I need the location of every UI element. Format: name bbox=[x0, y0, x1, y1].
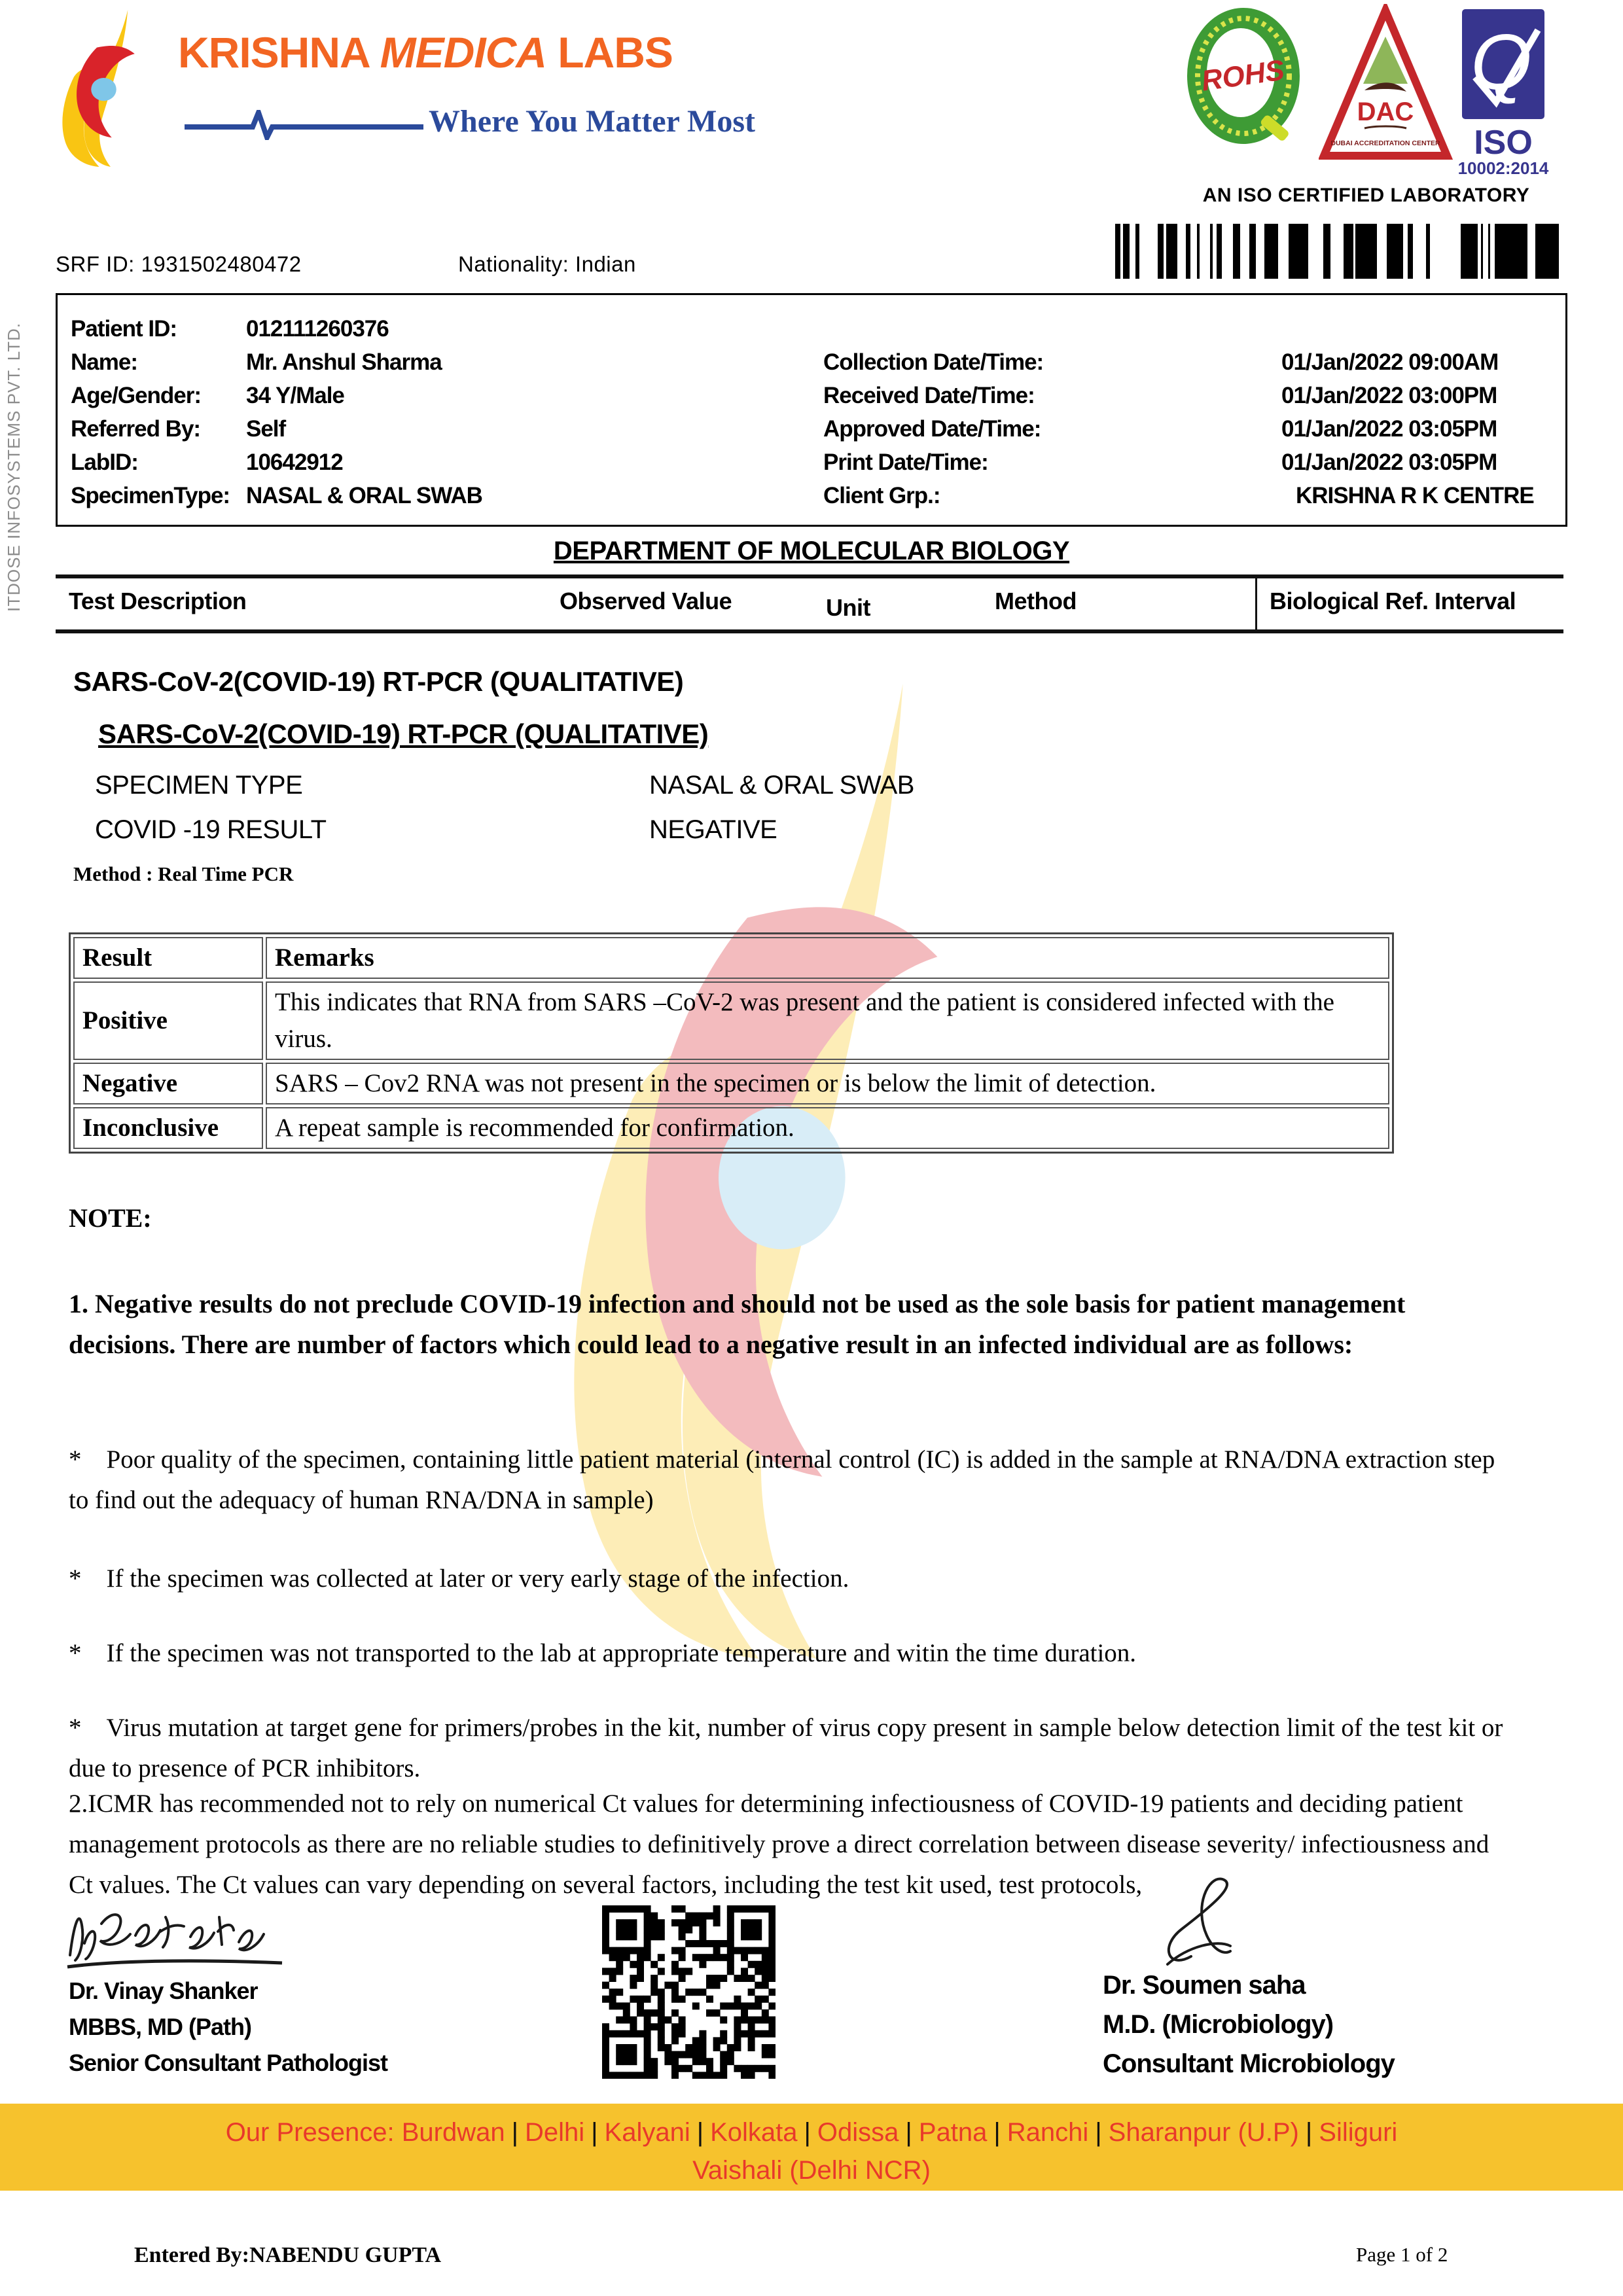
field-value: Mr. Anshul Sharma bbox=[246, 349, 442, 375]
page-number: Page 1 of 2 bbox=[1356, 2243, 1448, 2266]
covid-result-name: COVID -19 RESULT bbox=[95, 815, 327, 844]
footer-separator: | bbox=[804, 2118, 811, 2147]
nationality bbox=[458, 252, 636, 277]
svg-text:DAC: DAC bbox=[1357, 97, 1414, 126]
col-unit: Unit bbox=[826, 594, 870, 621]
footer-prefix: Our Presence: bbox=[225, 2118, 395, 2147]
patient-row bbox=[823, 345, 1534, 379]
lab-name-part1: KRISHNA bbox=[178, 28, 380, 77]
field-value: 012111260376 bbox=[246, 315, 389, 342]
field-value: KRISHNA R K CENTRE bbox=[1296, 482, 1534, 508]
note-bullet-3 bbox=[69, 1633, 1515, 1674]
patient-row bbox=[823, 446, 1534, 479]
srf-id-label: SRF ID: bbox=[56, 252, 135, 276]
footer-location: Kolkata bbox=[710, 2118, 798, 2147]
result-cell: Positive bbox=[73, 981, 263, 1060]
lab-name bbox=[178, 27, 673, 77]
patient-row bbox=[71, 479, 482, 512]
col-bio-ref-interval: Biological Ref. Interval bbox=[1270, 588, 1516, 614]
patient-row bbox=[71, 379, 482, 412]
field-label: Client Grp.: bbox=[823, 482, 940, 508]
dac-badge-icon bbox=[1319, 4, 1453, 164]
col-observed-value: Observed Value bbox=[560, 588, 732, 614]
bullet-text: Virus mutation at target gene for primers/probes in the kit, number of virus copy present in sample below detection limit of the test kit or due to presence of PCR inhibitors. bbox=[69, 1714, 1503, 1782]
footer-location: Sharanpur (U.P) bbox=[1108, 2118, 1299, 2147]
header-result: Result bbox=[73, 937, 263, 979]
bullet-marker: * bbox=[69, 1564, 82, 1593]
footer-location: Kalyani bbox=[604, 2118, 690, 2147]
lab-tagline: Where You Matter Most bbox=[429, 104, 755, 139]
field-label: Patient ID: bbox=[71, 315, 177, 342]
footer-location: Odissa bbox=[817, 2118, 899, 2147]
patient-right-column bbox=[823, 345, 1534, 512]
ecg-line-icon bbox=[185, 110, 423, 140]
table-rule-top bbox=[56, 574, 1563, 578]
specimen-type-value: NASAL & ORAL SWAB bbox=[649, 771, 914, 800]
signatory-left-name: Dr. Vinay Shanker bbox=[69, 1977, 258, 2004]
bullet-text: If the specimen was not transported to the lab at appropriate temperature and witin the time duration. bbox=[106, 1639, 1137, 1667]
field-label: Approved Date/Time: bbox=[823, 415, 1041, 442]
col-test-description: Test Description bbox=[69, 588, 247, 614]
side-vendor-text: ITDOSE INFOSYSTEMS PVT. LTD. bbox=[4, 322, 24, 612]
remarks-header-row bbox=[73, 937, 1389, 979]
footer-location: Patna bbox=[918, 2118, 988, 2147]
svg-text:10002:2014: 10002:2014 bbox=[1458, 158, 1549, 178]
field-value: 34 Y/Male bbox=[246, 382, 344, 408]
field-label: Received Date/Time: bbox=[823, 382, 1035, 408]
signatory-left-role: Senior Consultant Pathologist bbox=[69, 2049, 388, 2076]
signature-right-handwriting bbox=[1145, 1873, 1296, 1971]
footer-locations-bar bbox=[0, 2104, 1623, 2191]
test-group-title: SARS-CoV-2(COVID-19) RT-PCR (QUALITATIVE) bbox=[98, 718, 709, 749]
lab-logo-flame-icon bbox=[51, 10, 166, 167]
signatory-right-name: Dr. Soumen saha bbox=[1103, 1971, 1306, 2000]
remarks-row-positive bbox=[73, 981, 1389, 1060]
method-line: Method : Real Time PCR bbox=[73, 862, 294, 885]
remarks-row-negative bbox=[73, 1063, 1389, 1104]
patient-row bbox=[71, 412, 482, 446]
signatory-left-qualification: MBBS, MD (Path) bbox=[69, 2013, 251, 2040]
barcode bbox=[1113, 221, 1567, 281]
footer-separator: | bbox=[1305, 2118, 1313, 2147]
patient-info-box bbox=[56, 293, 1567, 527]
note-bullet-1 bbox=[69, 1439, 1515, 1521]
patient-row bbox=[823, 479, 1534, 512]
patient-row bbox=[823, 379, 1534, 412]
footer-separator: | bbox=[993, 2118, 1001, 2147]
field-value: NASAL & ORAL SWAB bbox=[246, 482, 482, 508]
svg-text:ROHS: ROHS bbox=[1199, 54, 1287, 97]
specimen-type-name: SPECIMEN TYPE bbox=[95, 771, 303, 800]
iso-badge-icon bbox=[1458, 7, 1550, 178]
svg-text:DUBAI ACCREDITATION CENTER: DUBAI ACCREDITATION CENTER bbox=[1330, 139, 1440, 147]
footer-location: Siliguri bbox=[1319, 2118, 1398, 2147]
bullet-marker: * bbox=[69, 1445, 82, 1474]
nationality-label: Nationality: bbox=[458, 252, 569, 276]
remark-cell: A repeat sample is recommended for confirmation. bbox=[266, 1107, 1389, 1149]
footer-location: Ranchi bbox=[1007, 2118, 1089, 2147]
footer-line-1 bbox=[0, 2118, 1623, 2147]
table-rule-bottom bbox=[56, 629, 1563, 633]
patient-row bbox=[823, 412, 1534, 446]
srf-id bbox=[56, 252, 302, 277]
field-label: Age/Gender: bbox=[71, 382, 202, 408]
field-label: SpecimenType: bbox=[71, 482, 230, 508]
remark-cell: This indicates that RNA from SARS –CoV-2 was present and the patient is considered infected with the virus. bbox=[266, 981, 1389, 1060]
footer-separator: | bbox=[905, 2118, 912, 2147]
col-method: Method bbox=[995, 588, 1077, 614]
qr-code bbox=[602, 1905, 776, 2079]
department-title: DEPARTMENT OF MOLECULAR BIOLOGY bbox=[553, 537, 1070, 565]
covid-result-value: NEGATIVE bbox=[649, 815, 777, 844]
remarks-table bbox=[69, 932, 1394, 1154]
lab-name-part2: MEDICA bbox=[380, 28, 546, 77]
nationality-value: Indian bbox=[575, 252, 636, 276]
lab-name-part3: LABS bbox=[546, 28, 673, 77]
patient-row bbox=[71, 446, 482, 479]
patient-row bbox=[71, 312, 482, 345]
signature-left-handwriting bbox=[62, 1898, 288, 1975]
note-heading: NOTE: bbox=[69, 1203, 152, 1233]
footer-separator: | bbox=[696, 2118, 704, 2147]
note-bullet-2 bbox=[69, 1559, 1515, 1599]
footer-separator: | bbox=[1095, 2118, 1102, 2147]
header-remarks: Remarks bbox=[266, 937, 1389, 979]
bullet-text: Poor quality of the specimen, containing little patient material (internal control (IC) is added in the sample at RNA/DNA extraction step to find out the adequacy of human RNA/DNA in sample) bbox=[69, 1445, 1495, 1514]
footer-line-2: Vaishali (Delhi NCR) bbox=[692, 2156, 931, 2185]
field-value: 01/Jan/2022 03:05PM bbox=[1281, 415, 1497, 442]
field-value: Self bbox=[246, 415, 286, 442]
footer-separator: | bbox=[591, 2118, 598, 2147]
patient-left-column bbox=[71, 312, 482, 512]
svg-text:ISO: ISO bbox=[1474, 124, 1533, 162]
field-label: Name: bbox=[71, 349, 137, 375]
bullet-text: If the specimen was collected at later or very early stage of the infection. bbox=[106, 1564, 849, 1593]
field-label: LabID: bbox=[71, 449, 138, 475]
panel-title: SARS-CoV-2(COVID-19) RT-PCR (QUALITATIVE) bbox=[73, 666, 684, 697]
field-label: Collection Date/Time: bbox=[823, 349, 1044, 375]
note-paragraph-1: 1. Negative results do not preclude COVID-19 infection and should not be used as the sole basis for patient management decisions. There are number of factors which could lead to a negative result in an infected individual are as follows: bbox=[69, 1289, 1406, 1359]
result-cell: Negative bbox=[73, 1063, 263, 1104]
remarks-row-inconclusive bbox=[73, 1107, 1389, 1149]
field-value: 01/Jan/2022 03:05PM bbox=[1281, 449, 1497, 475]
footer-location: Delhi bbox=[524, 2118, 585, 2147]
footer-separator: | bbox=[511, 2118, 518, 2147]
remark-cell: SARS – Cov2 RNA was not present in the specimen or is below the limit of detection. bbox=[266, 1063, 1389, 1104]
note-bullet-4 bbox=[69, 1708, 1515, 1789]
patient-row bbox=[71, 345, 482, 379]
result-cell: Inconclusive bbox=[73, 1107, 263, 1149]
signatory-right-qualification: M.D. (Microbiology) bbox=[1103, 2010, 1334, 2039]
svg-text:Q: Q bbox=[1471, 18, 1532, 106]
field-label: Referred By: bbox=[71, 415, 201, 442]
field-value: 01/Jan/2022 03:00PM bbox=[1281, 382, 1497, 408]
rohs-badge-icon bbox=[1183, 4, 1304, 151]
bullet-marker: * bbox=[69, 1714, 82, 1742]
footer-location: Burdwan bbox=[401, 2118, 505, 2147]
iso-caption: AN ISO CERTIFIED LABORATORY bbox=[1202, 185, 1530, 206]
entered-by: Entered By:NABENDU GUPTA bbox=[134, 2243, 442, 2267]
note-paragraph-2: 2.ICMR has recommended not to rely on numerical Ct values for determining infectiousness of COVID-19 patients and deciding patient management protocols as there are no reliable studies to definitively prove a direct correlation between disease severity/ infectiousness and Ct values. The Ct values can vary depending on several factors, including the test kit used, test protocols, bbox=[69, 1790, 1489, 1899]
field-label: Print Date/Time: bbox=[823, 449, 988, 475]
signatory-right-role: Consultant Microbiology bbox=[1103, 2049, 1395, 2078]
srf-id-value: 1931502480472 bbox=[141, 252, 302, 276]
column-divider bbox=[1255, 574, 1257, 633]
field-value: 01/Jan/2022 09:00AM bbox=[1281, 349, 1499, 375]
field-value: 10642912 bbox=[246, 449, 343, 475]
bullet-marker: * bbox=[69, 1639, 82, 1667]
